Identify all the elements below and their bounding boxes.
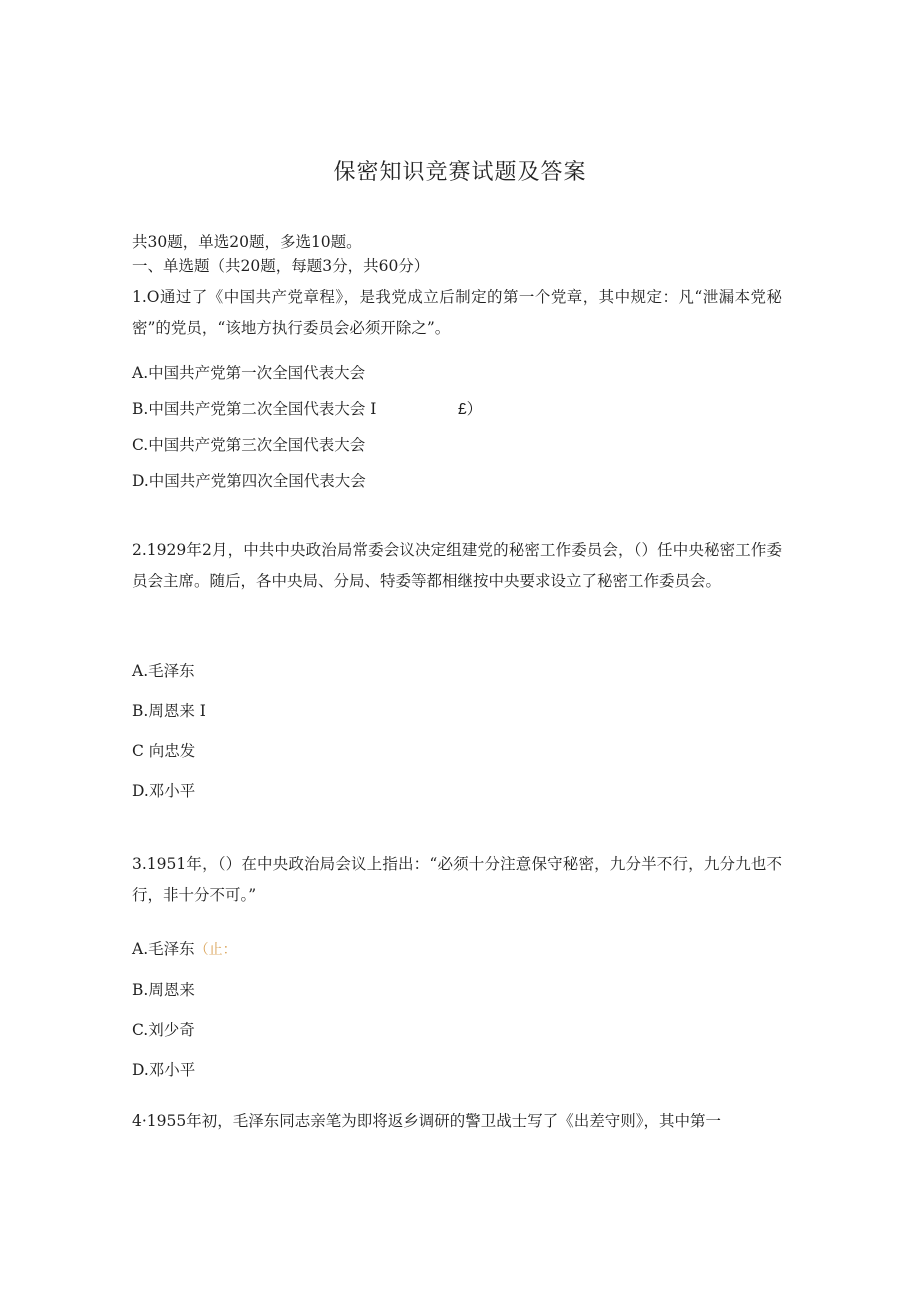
question-3-option-d: D.邓小平 [132, 1061, 196, 1079]
question-3-option-b: B.周恩来 [132, 981, 195, 999]
question-2-option-b: B.周恩来 I [132, 702, 206, 720]
question-2-option-d: D.邓小平 [132, 782, 196, 800]
document-title: 保密知识竞赛试题及答案 [333, 160, 587, 185]
quiz-summary: 共30题，单选20题，多选10题。 [132, 233, 362, 251]
section-heading-single-choice: 一、单选题（共20题，每题3分，共60分） [132, 257, 430, 275]
question-1-stray-mark: £） [458, 401, 483, 418]
question-3-answer-note: （止： [194, 942, 237, 958]
question-3-option-a [132, 937, 237, 959]
question-3-option-c: C.刘少奇 [132, 1021, 195, 1039]
question-1-option-a: A.中国共产党第一次全国代表大会 [132, 364, 366, 382]
question-3-text: 3.1951年，（）在中央政治局会议上指出：“必须十分注意保守秘密，九分半不行，九分九也不行，非十分不可。” [132, 855, 782, 904]
question-1-option-d: D.中国共产党第四次全国代表大会 [132, 472, 366, 490]
question-1-option-c: C.中国共产党第三次全国代表大会 [132, 436, 366, 454]
question-2-text: 2.1929年2月，中共中央政治局常委会议决定组建党的秘密工作委员会，（）任中央秘密工作委员会主席。随后，各中央局、分局、特委等都相继按中央要求设立了秘密工作委员会。 [132, 541, 782, 590]
question-2-option-c: C 向忠发 [132, 742, 196, 760]
question-4-text: 4·1955年初，毛泽东同志亲笔为即将返乡调研的警卫战士写了《出差守则》，其中第一 [132, 1112, 721, 1130]
question-1-text: 1.O通过了《中国共产党章程》，是我党成立后制定的第一个党章，其中规定：凡“泄漏本党秘密”的党员，“该地方执行委员会必须开除之”。 [132, 288, 782, 337]
question-3-option-a-label: A.毛泽东 [132, 940, 195, 958]
question-2-option-a: A.毛泽东 [132, 662, 195, 680]
question-1-option-b: B.中国共产党第二次全国代表大会 I [132, 400, 377, 418]
